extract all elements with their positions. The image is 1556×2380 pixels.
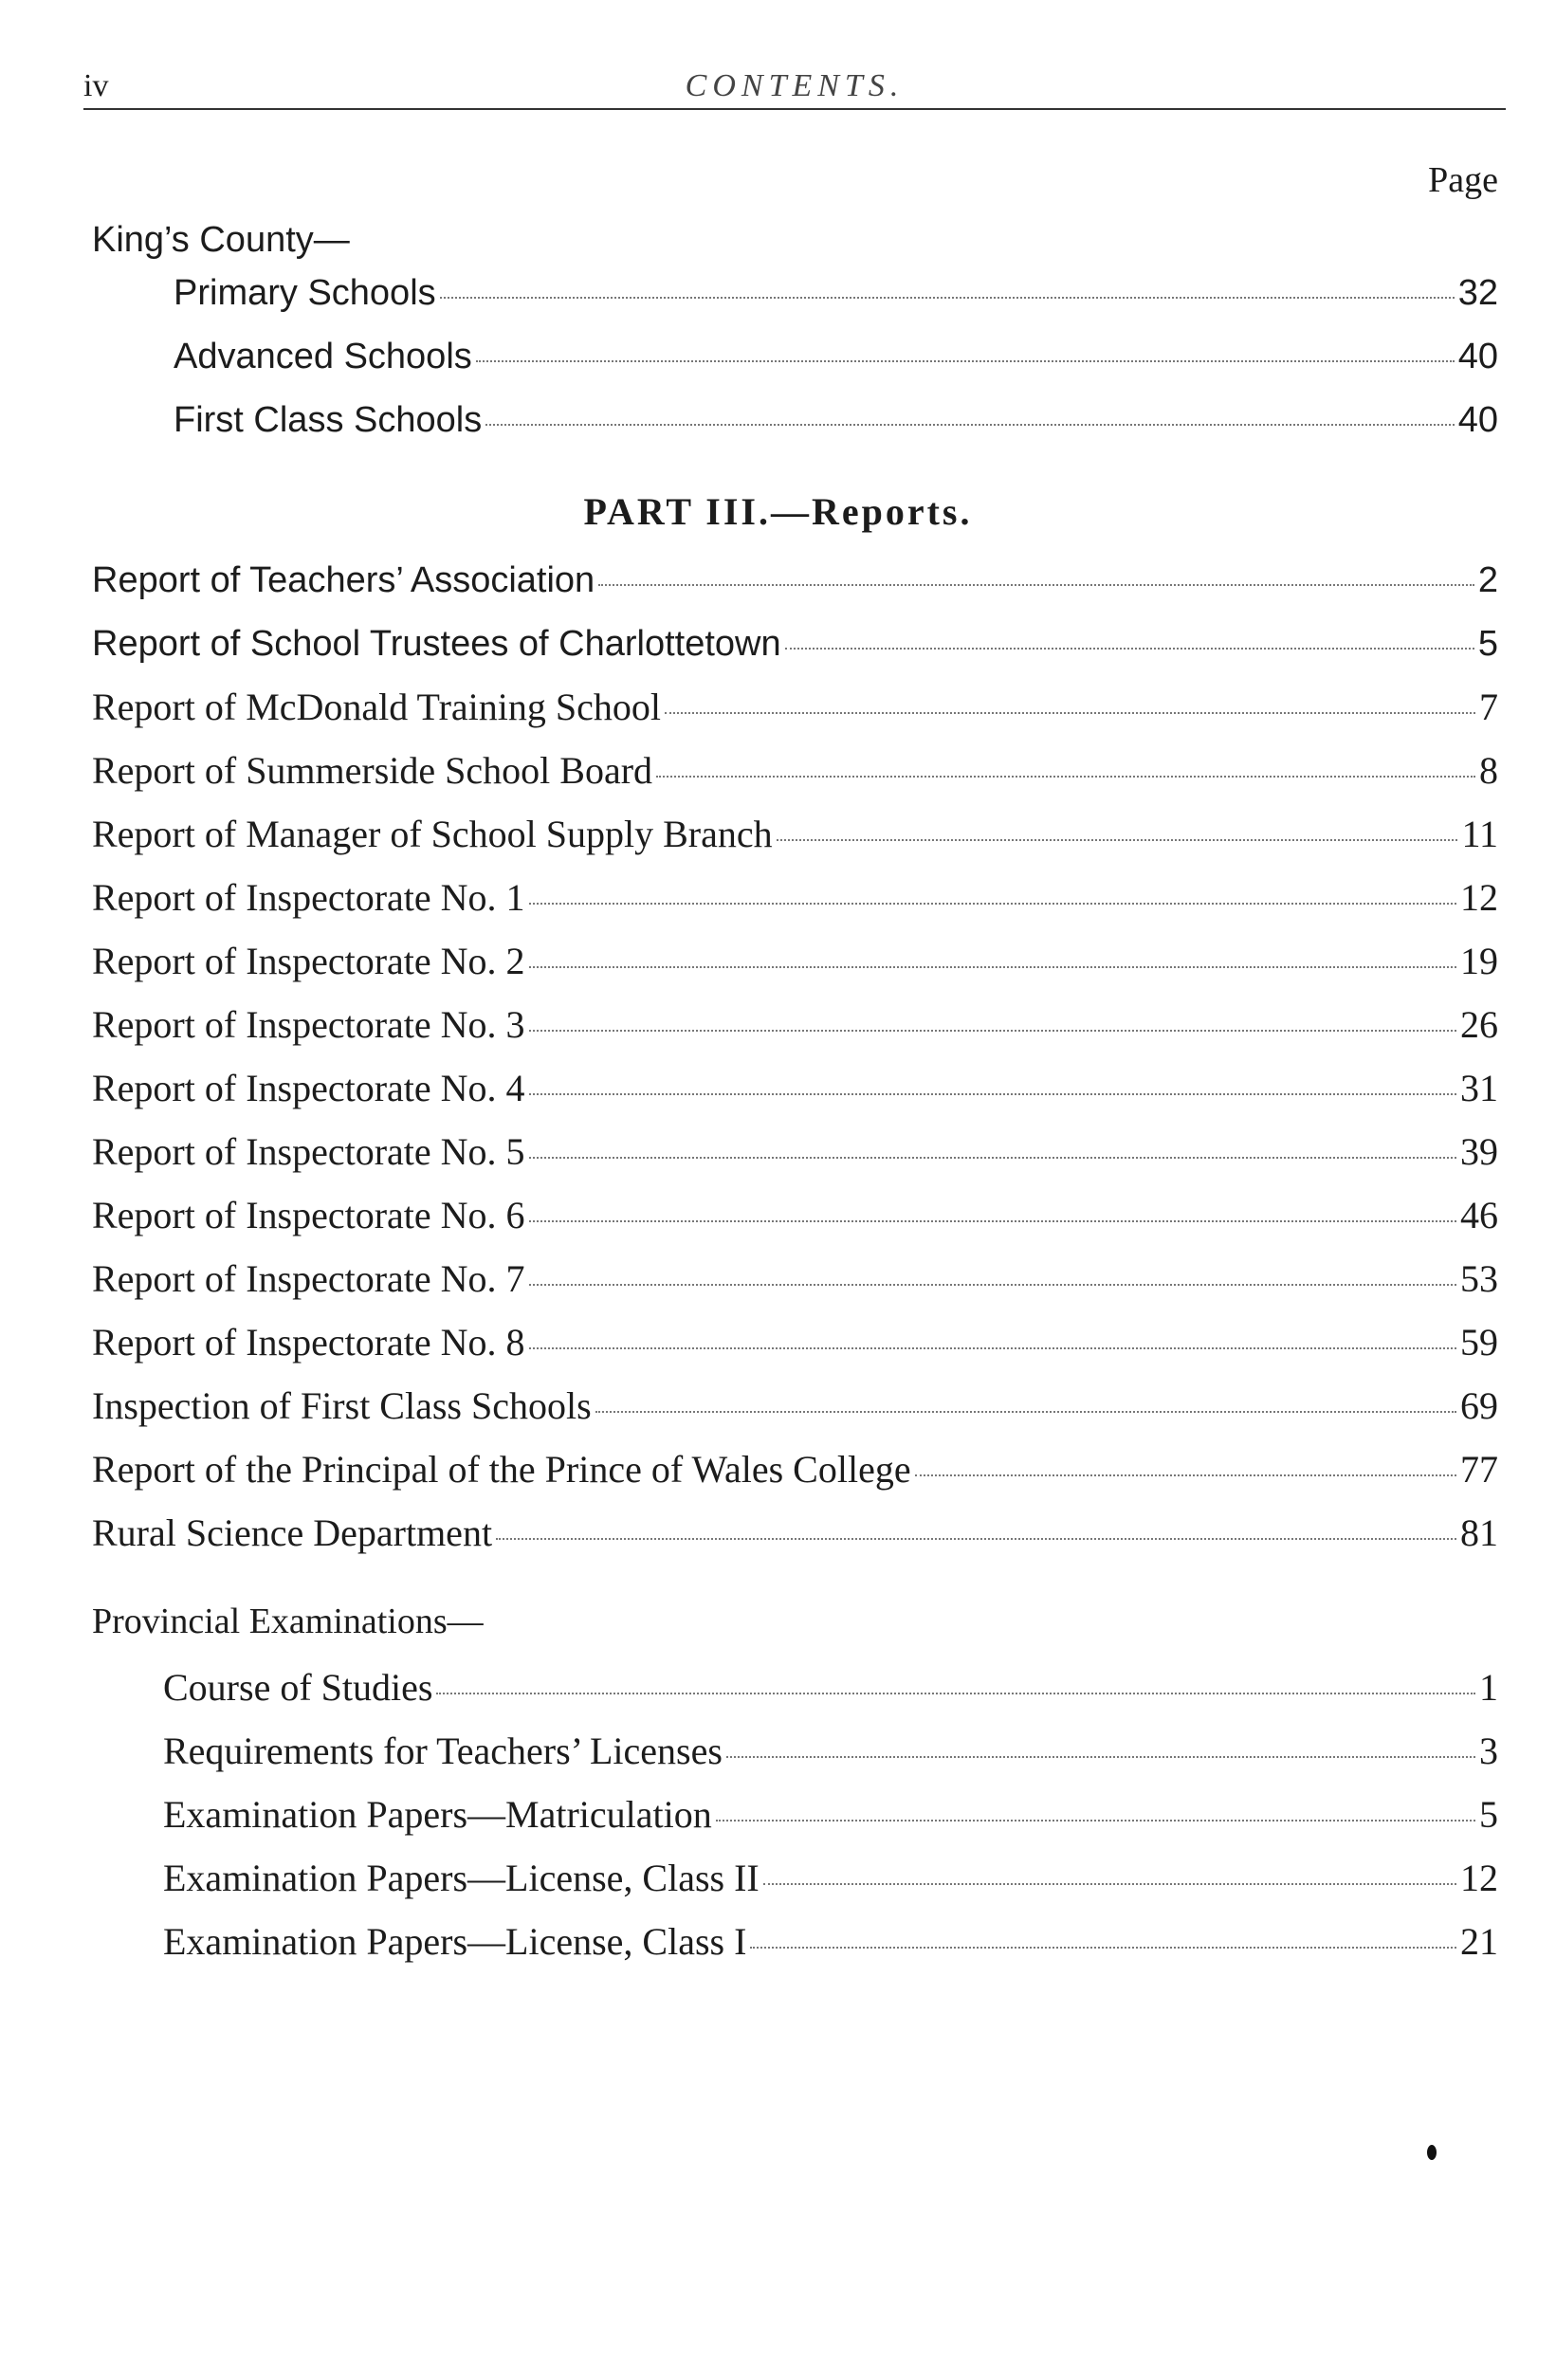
toc-entry-label: Report of Inspectorate No. 8	[92, 1321, 525, 1364]
dot-leader	[440, 297, 1455, 299]
toc-entry-label: Examination Papers—License, Class II	[163, 1857, 760, 1899]
toc-entry	[174, 332, 1498, 381]
running-title: CONTENTS.	[685, 68, 905, 103]
toc-entry-page: 69	[1460, 1384, 1498, 1427]
toc-entry	[92, 746, 1498, 796]
toc-entry	[92, 556, 1498, 605]
dot-leader	[529, 1093, 1456, 1095]
page-header	[83, 59, 1506, 114]
toc-entry-page: 19	[1460, 940, 1498, 982]
dot-leader	[716, 1820, 1475, 1822]
toc-entry	[174, 268, 1498, 318]
toc-entry-page: 3	[1479, 1730, 1498, 1772]
toc-entry-page: 26	[1460, 1003, 1498, 1046]
toc-entry-page: 8	[1479, 749, 1498, 792]
toc-entry	[92, 937, 1498, 986]
provincial-exams-heading: Provincial Examinations—	[92, 1602, 484, 1641]
page-number: iv	[83, 68, 109, 103]
toc-entry	[92, 873, 1498, 923]
toc-entry-label: Examination Papers—Matriculation	[163, 1793, 712, 1836]
toc-entry-page: 32	[1457, 273, 1498, 313]
toc-entry-label: Report of Inspectorate No. 5	[92, 1130, 525, 1173]
toc-entry	[163, 1727, 1498, 1776]
dot-leader	[529, 966, 1456, 968]
toc-entry-label: Report of Inspectorate No. 7	[92, 1257, 525, 1300]
kings-county-heading: King’s County—	[92, 220, 350, 260]
toc-entry	[92, 1318, 1498, 1367]
dot-leader	[529, 1030, 1456, 1032]
part-three-title: PART III.—Reports.	[583, 490, 973, 533]
toc-entry	[92, 1127, 1498, 1177]
toc-entry-label: First Class Schools	[174, 400, 483, 440]
toc-entry-label: Report of Inspectorate No. 4	[92, 1067, 525, 1109]
toc-entry-page: 11	[1461, 813, 1498, 855]
toc-entry-page: 7	[1479, 686, 1498, 728]
dot-leader	[726, 1756, 1475, 1758]
toc-entry-page: 5	[1479, 1793, 1498, 1836]
toc-entry-label: Report of Inspectorate No. 2	[92, 940, 525, 982]
dot-leader	[785, 648, 1474, 650]
dot-leader	[529, 1284, 1456, 1286]
dot-leader	[750, 1947, 1456, 1949]
toc-entry-label: Report of Manager of School Supply Branch	[92, 813, 773, 855]
toc-entry	[163, 1854, 1498, 1903]
dot-leader	[436, 1693, 1475, 1694]
header-rule	[83, 108, 1506, 110]
toc-entry-label: Requirements for Teachers’ Licenses	[163, 1730, 723, 1772]
toc-entry-label: Report of McDonald Training School	[92, 686, 661, 728]
toc-entry	[92, 1000, 1498, 1050]
toc-entry-page: 81	[1460, 1511, 1498, 1554]
toc-entry	[92, 683, 1498, 732]
toc-entry-label: Advanced Schools	[174, 337, 472, 376]
dot-leader	[496, 1538, 1456, 1540]
toc-entry	[163, 1663, 1498, 1712]
toc-entry-page: 40	[1457, 400, 1498, 440]
toc-entry	[92, 1382, 1498, 1431]
dot-leader	[529, 903, 1456, 905]
toc-entry	[92, 1509, 1498, 1558]
toc-entry	[163, 1790, 1498, 1840]
toc-entry-page: 12	[1460, 1857, 1498, 1899]
page-column-label: Page	[1428, 160, 1498, 200]
dot-leader	[763, 1883, 1456, 1885]
toc-entry-page: 21	[1460, 1920, 1498, 1963]
dot-leader	[529, 1220, 1456, 1222]
toc-entry-label: Primary Schools	[174, 273, 436, 313]
toc-entry	[92, 1254, 1498, 1304]
ink-mark	[1427, 2145, 1437, 2160]
dot-leader	[656, 776, 1475, 778]
toc-entry	[92, 810, 1498, 859]
dot-leader	[665, 712, 1475, 714]
toc-entry-label: Report of Teachers’ Association	[92, 560, 595, 600]
toc-entry-page: 31	[1460, 1067, 1498, 1109]
toc-entry-label: Course of Studies	[163, 1666, 433, 1709]
toc-entry	[92, 1064, 1498, 1113]
toc-entry-page: 2	[1477, 560, 1498, 600]
toc-entry	[92, 619, 1498, 668]
dot-leader	[777, 839, 1458, 841]
toc-entry-label: Examination Papers—License, Class I	[163, 1920, 747, 1963]
toc-entry-page: 59	[1460, 1321, 1498, 1364]
toc-entry-page: 5	[1477, 624, 1498, 664]
toc-entry-page: 1	[1479, 1666, 1498, 1709]
dot-leader	[485, 424, 1455, 426]
toc-entry-page: 53	[1460, 1257, 1498, 1300]
toc-entry-label: Report of Summerside School Board	[92, 749, 653, 792]
toc-entry-label: Report of School Trustees of Charlottetown	[92, 624, 781, 664]
toc-entry-label: Rural Science Department	[92, 1511, 493, 1554]
toc-entry-label: Report of Inspectorate No. 3	[92, 1003, 525, 1046]
toc-entry-label: Inspection of First Class Schools	[92, 1384, 592, 1427]
toc-entry-label: Report of Inspectorate No. 6	[92, 1194, 525, 1236]
toc-entry-page: 40	[1457, 337, 1498, 376]
dot-leader	[915, 1474, 1456, 1476]
toc-entry-page: 77	[1460, 1448, 1498, 1491]
toc-entry	[92, 1445, 1498, 1494]
toc-entry-page: 46	[1460, 1194, 1498, 1236]
toc-entry-label: Report of Inspectorate No. 1	[92, 876, 525, 919]
toc-entry	[92, 1191, 1498, 1240]
toc-entry	[163, 1917, 1498, 1967]
toc-entry-page: 39	[1460, 1130, 1498, 1173]
dot-leader	[529, 1347, 1456, 1349]
toc-entry-label: Report of the Principal of the Prince of Wales College	[92, 1448, 911, 1491]
toc-entry	[174, 395, 1498, 445]
dot-leader	[598, 584, 1474, 586]
dot-leader	[595, 1411, 1456, 1413]
dot-leader	[476, 360, 1455, 362]
dot-leader	[529, 1157, 1456, 1159]
toc-entry-page: 12	[1460, 876, 1498, 919]
